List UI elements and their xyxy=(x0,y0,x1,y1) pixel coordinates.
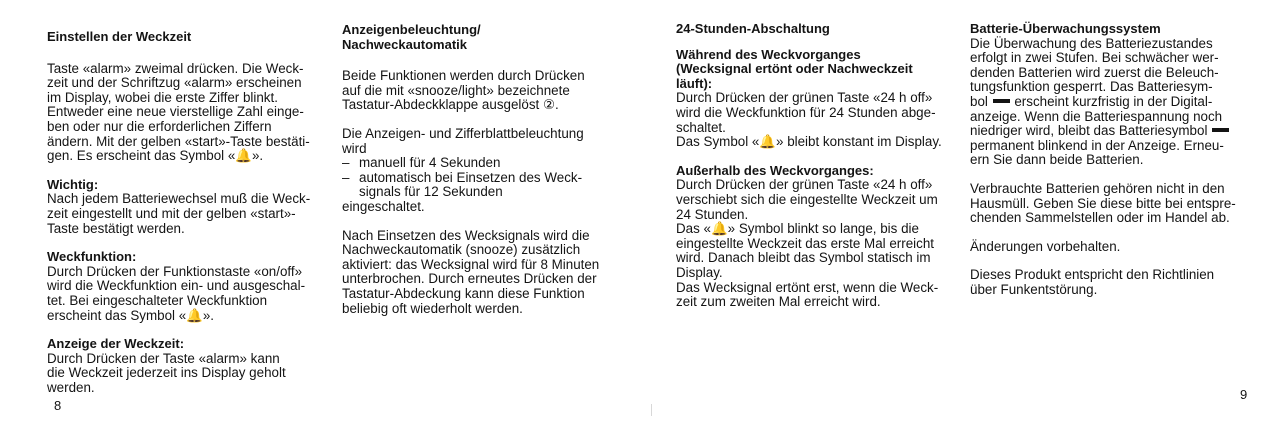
subheading-waehrend: (Wecksignal ertönt oder Nachweckzeit xyxy=(676,61,913,77)
text-line: Die Anzeigen- und Zifferblattbeleuchtung xyxy=(342,125,584,141)
text-line: niedriger wird, bleibt das Batteriesymbol xyxy=(970,124,1255,139)
text-line: Die Überwachung des Batteriezustandes xyxy=(970,35,1213,51)
text-line: wird xyxy=(342,140,367,156)
text-line: zeit und der Schriftzug «alarm» erscheinen xyxy=(47,75,302,91)
heading-weckfunktion: Weckfunktion: xyxy=(47,249,137,265)
text-line: verschiebt sich die eingestellte Weckzeit um xyxy=(676,191,938,207)
text-line: die Weckzeit jederzeit ins Display geholt xyxy=(47,365,286,381)
text-line: eingestellte Weckzeit das erste Mal erreicht xyxy=(676,235,935,251)
text-line: über Funkentstörung. xyxy=(970,281,1098,297)
text-line: Dieses Produkt entspricht den Richtlinien xyxy=(970,267,1215,283)
heading-einstellen: Einstellen der Weckzeit xyxy=(47,29,192,44)
text-line: Taste bestätigt werden. xyxy=(47,220,185,236)
text-line: unterbrochen. Durch erneutes Drücken der xyxy=(342,271,597,287)
battery-icon xyxy=(1212,128,1229,132)
text-line: Hausmüll. Geben Sie diese bitte bei entspre- xyxy=(970,195,1236,211)
text-line: Tastatur-Abdeckklappe ausgelöst ②. xyxy=(342,97,559,113)
text-line: zeit eingestellt und mit der gelben «start»- xyxy=(47,205,296,221)
column-batterie xyxy=(970,22,1255,298)
text-line: anzeige. Wenn die Batteriespannung noch xyxy=(970,108,1223,124)
text-line: zeit zum zweiten Mal erreicht wird. xyxy=(676,294,881,310)
text-line: Entweder eine neue vierstellige Zahl einge- xyxy=(47,104,304,120)
text-line: Durch Drücken der Funktionstaste «on/off» xyxy=(47,263,303,279)
text-line: schaltet. xyxy=(676,119,726,135)
text-line: tungsfunktion gesperrt. Das Batteriesym- xyxy=(970,79,1213,95)
text-line: Das Wecksignal ertönt erst, wenn die Weck- xyxy=(676,279,939,295)
text-line: Durch Drücken der grünen Taste «24 h off» xyxy=(676,90,933,106)
text-line: permanent blinkend in der Anzeige. Erneu- xyxy=(970,137,1224,153)
heading-nachweckautomatik: Nachweckautomatik xyxy=(342,36,467,52)
text-line: gen. Es erscheint das Symbol «🔔». xyxy=(47,148,264,164)
text-line: erfolgt in zwei Stufen. Bei schwächer wer- xyxy=(970,50,1219,66)
battery-icon xyxy=(993,99,1010,103)
subheading-waehrend: Während des Weckvorganges xyxy=(676,46,861,62)
heading-batterie: Batterie-Überwachungssystem xyxy=(970,21,1161,36)
text-line: ern Sie dann beide Batterien. xyxy=(970,152,1144,168)
list-item: – manuell für 4 Sekunden xyxy=(342,156,632,171)
text-line: denden Batterien wird zuerst die Beleuch- xyxy=(970,64,1219,80)
text-line: Durch Drücken der Taste «alarm» kann xyxy=(47,350,280,366)
text-line: Nach Einsetzen des Wecksignals wird die xyxy=(342,227,590,243)
illumination-list xyxy=(342,156,632,200)
page-number-right: 9 xyxy=(1240,387,1248,402)
text-line: Nach jedem Batteriewechsel muß die Weck- xyxy=(47,191,311,207)
text-line: wird. Danach bleibt das Symbol statisch im xyxy=(676,250,931,266)
text-line: Änderungen vorbehalten. xyxy=(970,238,1121,254)
text-line: Verbrauchte Batterien gehören nicht in den xyxy=(970,180,1225,196)
column-24h-abschaltung xyxy=(676,22,961,310)
text-line: wird die Weckfunktion ein- und ausgeschal- xyxy=(47,278,306,294)
text-line: ändern. Mit der gelben «start»-Taste bestäti- xyxy=(47,133,310,149)
text-line: 24 Stunden. xyxy=(676,206,749,222)
heading-wichtig: Wichtig: xyxy=(47,176,99,192)
subheading-waehrend: läuft): xyxy=(676,75,713,91)
text-line: tet. Bei eingeschalteter Weckfunktion xyxy=(47,292,268,308)
page-fold-mark xyxy=(651,404,652,416)
text-line: Tastatur-Abdeckung kann diese Funktion xyxy=(342,285,585,301)
text-line: Display. xyxy=(676,264,723,280)
text-line: Durch Drücken der grünen Taste «24 h off» xyxy=(676,177,933,193)
heading-anzeige-weckzeit: Anzeige der Weckzeit: xyxy=(47,336,185,352)
column-weckzeit xyxy=(47,30,332,395)
text-line: wird die Weckfunktion für 24 Stunden abge- xyxy=(676,104,936,120)
text-line: beliebig oft wiederholt werden. xyxy=(342,300,523,316)
list-item: – automatisch bei Einsetzen des Weck- signals für 12 Sekunden xyxy=(342,171,632,200)
text-line: im Display, wobei die erste Ziffer blinkt. xyxy=(47,89,278,105)
text-line: werden. xyxy=(47,379,95,395)
text-line: aktiviert: das Wecksignal wird für 8 Minuten xyxy=(342,256,600,272)
text-line: ben oder nur die erforderlichen Ziffern xyxy=(47,118,272,134)
column-beleuchtung xyxy=(342,23,632,316)
text-line: Nachweckautomatik (snooze) zusätzlich xyxy=(342,242,581,258)
heading-24h: 24-Stunden-Abschaltung xyxy=(676,21,830,36)
text-line: Das Symbol «🔔» bleibt konstant im Display. xyxy=(676,134,942,150)
text-line: Das «🔔» Symbol blinkt so lange, bis die xyxy=(676,221,919,237)
text-line: eingeschaltet. xyxy=(342,198,425,214)
subheading-ausserhalb: Außerhalb des Weckvorganges: xyxy=(676,162,874,178)
text-line: bol erscheint kurzfristig in der Digital- xyxy=(970,93,1213,109)
text-line: Beide Funktionen werden durch Drücken xyxy=(342,68,585,84)
heading-anzeigenbeleuchtung: Anzeigenbeleuchtung/ xyxy=(342,22,481,37)
text-line: Taste «alarm» zweimal drücken. Die Weck- xyxy=(47,60,304,76)
text-line: auf die mit «snooze/light» bezeichnete xyxy=(342,82,570,98)
text-line: erscheint das Symbol «🔔». xyxy=(47,307,215,323)
page-number-left: 8 xyxy=(54,398,62,413)
text-line: chenden Sammelstellen oder im Handel ab. xyxy=(970,210,1230,226)
